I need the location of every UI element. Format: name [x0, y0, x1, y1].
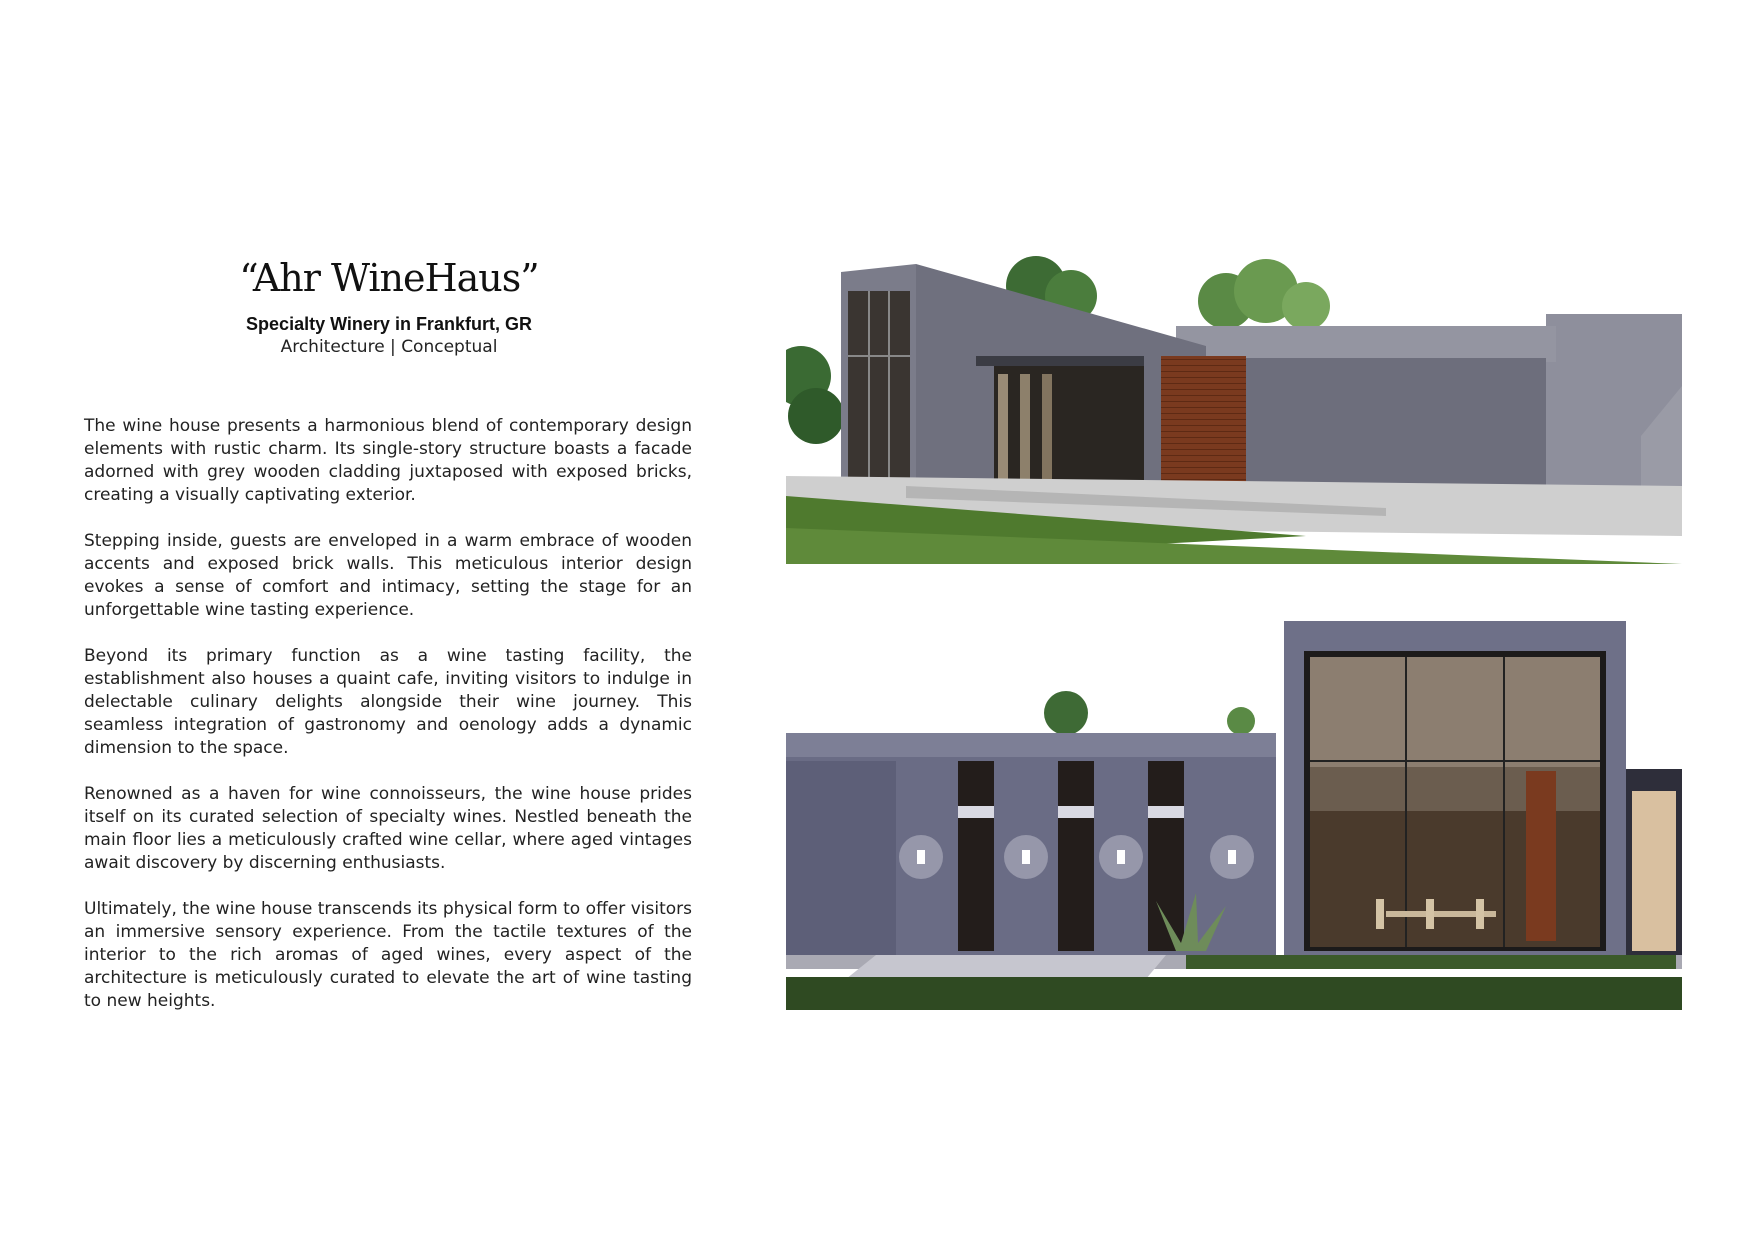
project-subtitle: Specialty Winery in Frankfurt, GR	[246, 314, 532, 334]
project-category: Architecture | Conceptual	[280, 337, 498, 357]
description-paragraph: The wine house presents a harmonious blend of contemporary design elements with rustic charm. Its single-story structure boasts a facade adorned with grey wooden cladding juxtaposed with exposed bricks, creating a visually captivating exterior.	[84, 416, 692, 505]
front-elevation-render	[786, 621, 1682, 1010]
exterior-perspective-render	[786, 246, 1682, 564]
description-paragraph: Stepping inside, guests are enveloped in a warm embrace of wooden accents and exposed brick walls. This meticulous interior design evokes a sense of comfort and intimacy, setting the stage for an unforgettable wine tasting experience.	[84, 531, 692, 620]
description-paragraph: Beyond its primary function as a wine tasting facility, the establishment also houses a quaint cafe, inviting visitors to indulge in delectable culinary delights alongside their wine journey. This seamless integration of gastronomy and oenology adds a dynamic dimension to the space.	[84, 646, 692, 758]
project-description	[84, 415, 692, 1036]
description-paragraph: Ultimately, the wine house transcends its physical form to offer visitors an immersive sensory experience. From the tactile textures of the interior to the rich aromas of aged wines, every aspect of the architecture is meticulously curated to elevate the art of wine tasting to new heights.	[84, 899, 692, 1011]
project-title: “Ahr WineHaus”	[239, 256, 539, 300]
description-paragraph: Renowned as a haven for wine connoisseurs, the wine house prides itself on its curated selection of specialty wines. Nestled beneath the main floor lies a meticulously crafted wine cellar, where aged vintages await discovery by discerning enthusiasts.	[84, 784, 692, 873]
